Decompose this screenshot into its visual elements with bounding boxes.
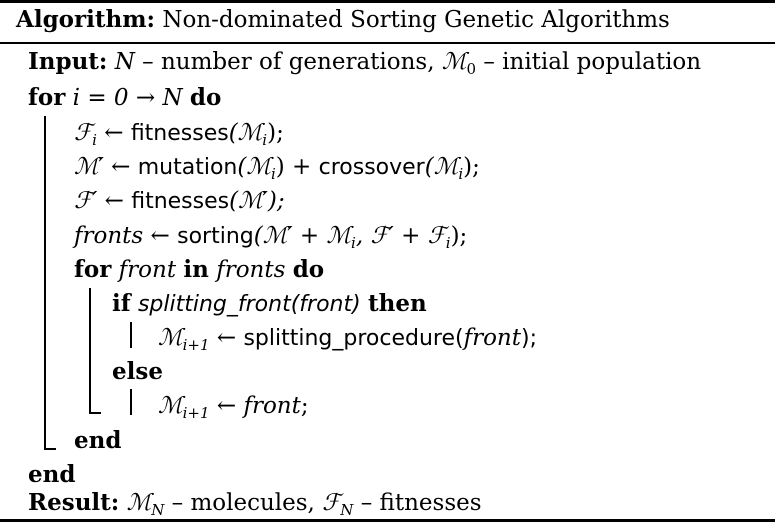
input-line	[28, 48, 701, 76]
body-line-1	[74, 119, 284, 148]
l2-arg2: (ℳ	[424, 154, 459, 180]
if-kw: if	[112, 290, 131, 317]
inner-loop-guide-tick	[89, 412, 101, 414]
l3-arrow: ←	[97, 188, 132, 214]
body-line-4	[74, 222, 467, 251]
l1-arg: (ℳ	[228, 120, 263, 146]
else-body-line	[158, 392, 309, 420]
l3-lhs: ℱ′	[74, 188, 98, 214]
then-line	[158, 324, 537, 353]
result-fn-var: ℱ	[322, 490, 341, 516]
l2-arg1: (ℳ	[237, 154, 271, 180]
else-lhs: ℳ	[158, 393, 183, 419]
else-end: ;	[300, 393, 309, 419]
for-outer-kw: for	[28, 84, 66, 111]
l3-arg: (ℳ′);	[229, 188, 285, 214]
outer-loop-guide-tick	[44, 448, 56, 450]
result-mn-desc: – molecules,	[164, 490, 323, 516]
for-inner-kw: for	[74, 256, 112, 283]
l2-fn-crossover: crossover	[318, 155, 425, 180]
inner-loop-guide	[89, 288, 91, 414]
input-m0-desc: – initial population	[476, 49, 702, 75]
end-inner-line	[74, 427, 121, 455]
else-line	[112, 358, 163, 386]
for-outer-expr: i = 0 → N	[72, 85, 183, 111]
algorithm-header	[16, 6, 670, 34]
for-outer-do: do	[189, 84, 222, 111]
then-lhs-sub: i+1	[182, 336, 210, 354]
input-n-desc: – number of generations,	[134, 49, 442, 75]
l2-lhs: ℳ′	[74, 154, 104, 180]
l1-arrow: ←	[96, 120, 131, 146]
l4-fn: sorting	[177, 224, 254, 249]
l4-arrow: ←	[143, 223, 178, 249]
algorithm-title: Non-dominated Sorting Genetic Algorithms	[162, 7, 670, 33]
result-fn-sub: N	[340, 501, 354, 519]
then-fn: splitting_procedure	[243, 326, 455, 351]
else-rhs: front	[243, 393, 301, 419]
l2-arg2-sub: i	[458, 165, 464, 183]
input-m0-var: ℳ	[441, 49, 467, 75]
l3-fn: fitnesses	[131, 189, 230, 214]
then-guide	[130, 322, 132, 348]
then-lhs: ℳ	[158, 325, 183, 351]
for-inner-do: do	[292, 256, 325, 283]
l1-end: );	[267, 120, 284, 146]
for-inner-coll: fronts	[216, 257, 286, 283]
body-line-2	[74, 153, 480, 182]
for-inner-in: in	[183, 256, 209, 283]
else-lhs-sub: i+1	[182, 404, 210, 422]
end-outer-kw: end	[28, 461, 76, 488]
result-mn-sub: N	[151, 501, 165, 519]
then-arg-open: (	[454, 326, 464, 351]
l1-fn: fitnesses	[130, 121, 229, 146]
l2-end: );	[463, 154, 480, 180]
if-cond: splitting_front(front)	[137, 292, 361, 317]
result-line	[28, 489, 482, 517]
then-arg: front	[463, 325, 521, 351]
for-inner-line	[74, 256, 324, 284]
l4-end: );	[450, 223, 468, 249]
body-line-3	[74, 187, 285, 216]
algorithm-label: Algorithm:	[16, 6, 156, 33]
then-kw: then	[368, 290, 427, 317]
input-m0-sub: 0	[466, 60, 477, 78]
l2-arrow: ←	[103, 154, 138, 180]
l1-lhs: ℱ	[74, 120, 93, 146]
for-outer-line	[28, 84, 221, 112]
then-arg-close: );	[521, 326, 537, 351]
l1-lhs-sub: i	[92, 131, 97, 149]
if-line	[112, 290, 427, 319]
result-mn-var: ℳ	[126, 490, 152, 516]
result-label: Result:	[28, 489, 120, 516]
else-guide	[130, 389, 132, 415]
input-label: Input:	[28, 48, 108, 75]
for-inner-var: front	[118, 257, 177, 283]
l1-arg-sub: i	[262, 131, 268, 149]
end-inner-kw: end	[74, 427, 122, 454]
result-fn-desc: – fitnesses	[353, 490, 482, 516]
l2-arg1-sub: i	[270, 165, 276, 183]
input-n-var: N	[114, 49, 135, 75]
l2-fn-mutation: mutation	[137, 155, 238, 180]
l4-arg2: , ℱ′ + ℱ	[355, 223, 446, 249]
l4-lhs: fronts	[74, 223, 144, 249]
l4-arg1-sub: i	[351, 234, 356, 252]
l4-arg1: (ℳ′ + ℳ	[253, 223, 352, 249]
then-arrow: ←	[209, 325, 244, 351]
header-rule	[0, 42, 775, 44]
l2-plus: ) +	[275, 154, 319, 180]
l4-arg2-sub: i	[445, 234, 451, 252]
else-kw: else	[112, 358, 163, 385]
end-outer-line	[28, 461, 75, 489]
outer-loop-guide	[44, 116, 46, 450]
else-arrow: ←	[209, 393, 244, 419]
top-rule	[0, 0, 775, 3]
